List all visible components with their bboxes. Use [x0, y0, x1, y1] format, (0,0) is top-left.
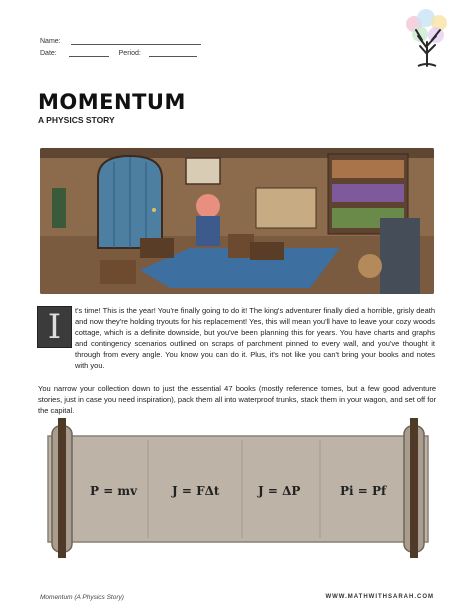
period-field[interactable]	[149, 48, 197, 57]
name-row	[40, 36, 201, 45]
footer-title: Momentum (A Physics Story)	[40, 594, 124, 601]
equation-momentum: P = mv	[90, 484, 138, 498]
drop-cap: I	[37, 306, 72, 348]
equation-impulse-force: J = FΔt	[172, 484, 220, 498]
footer-website[interactable]: WWW.MATHWITHSARAH.COM	[325, 594, 434, 600]
story-paragraph-2: You narrow your collection down to just the essential 47 books (mostly reference tomes, but a few good adventure stories, just in case you need inspiration), pack them all into waterproof trunks, stack them in your wagon, and set off for the capital.	[38, 384, 436, 415]
period-label: Period:	[118, 50, 141, 57]
story-paragraph-1-block	[75, 306, 435, 371]
page-title: MOMENTUM	[38, 90, 186, 114]
story-paragraph-1: t's time! This is the year! You're finally going to do it! The king's adventurer finally died a horrible, grisly death and now they're holding tryouts for his replacement! Yes, this will mean you'll have to leave your cozy woods cottage, which is a definite downside, but you've been planning this for years. You have charts and graphs and contingency scenarios outlined on scraps of parchment pinned to every wall, and you've thought it through from every angle. You know you can do it. Plus, it's not like you can't bring your books and notes with you.	[75, 306, 435, 370]
tree-icon	[398, 8, 456, 70]
equation-impulse-momentum: J = ΔP	[258, 484, 301, 498]
equation-conservation: Pi = Pf	[340, 484, 387, 498]
page-subtitle: A PHYSICS STORY	[38, 115, 115, 125]
name-field[interactable]	[71, 36, 201, 45]
name-label: Name:	[40, 38, 61, 45]
date-row	[40, 48, 197, 57]
cottage-illustration	[40, 148, 434, 294]
date-label: Date:	[40, 50, 57, 57]
date-field[interactable]	[69, 48, 109, 57]
